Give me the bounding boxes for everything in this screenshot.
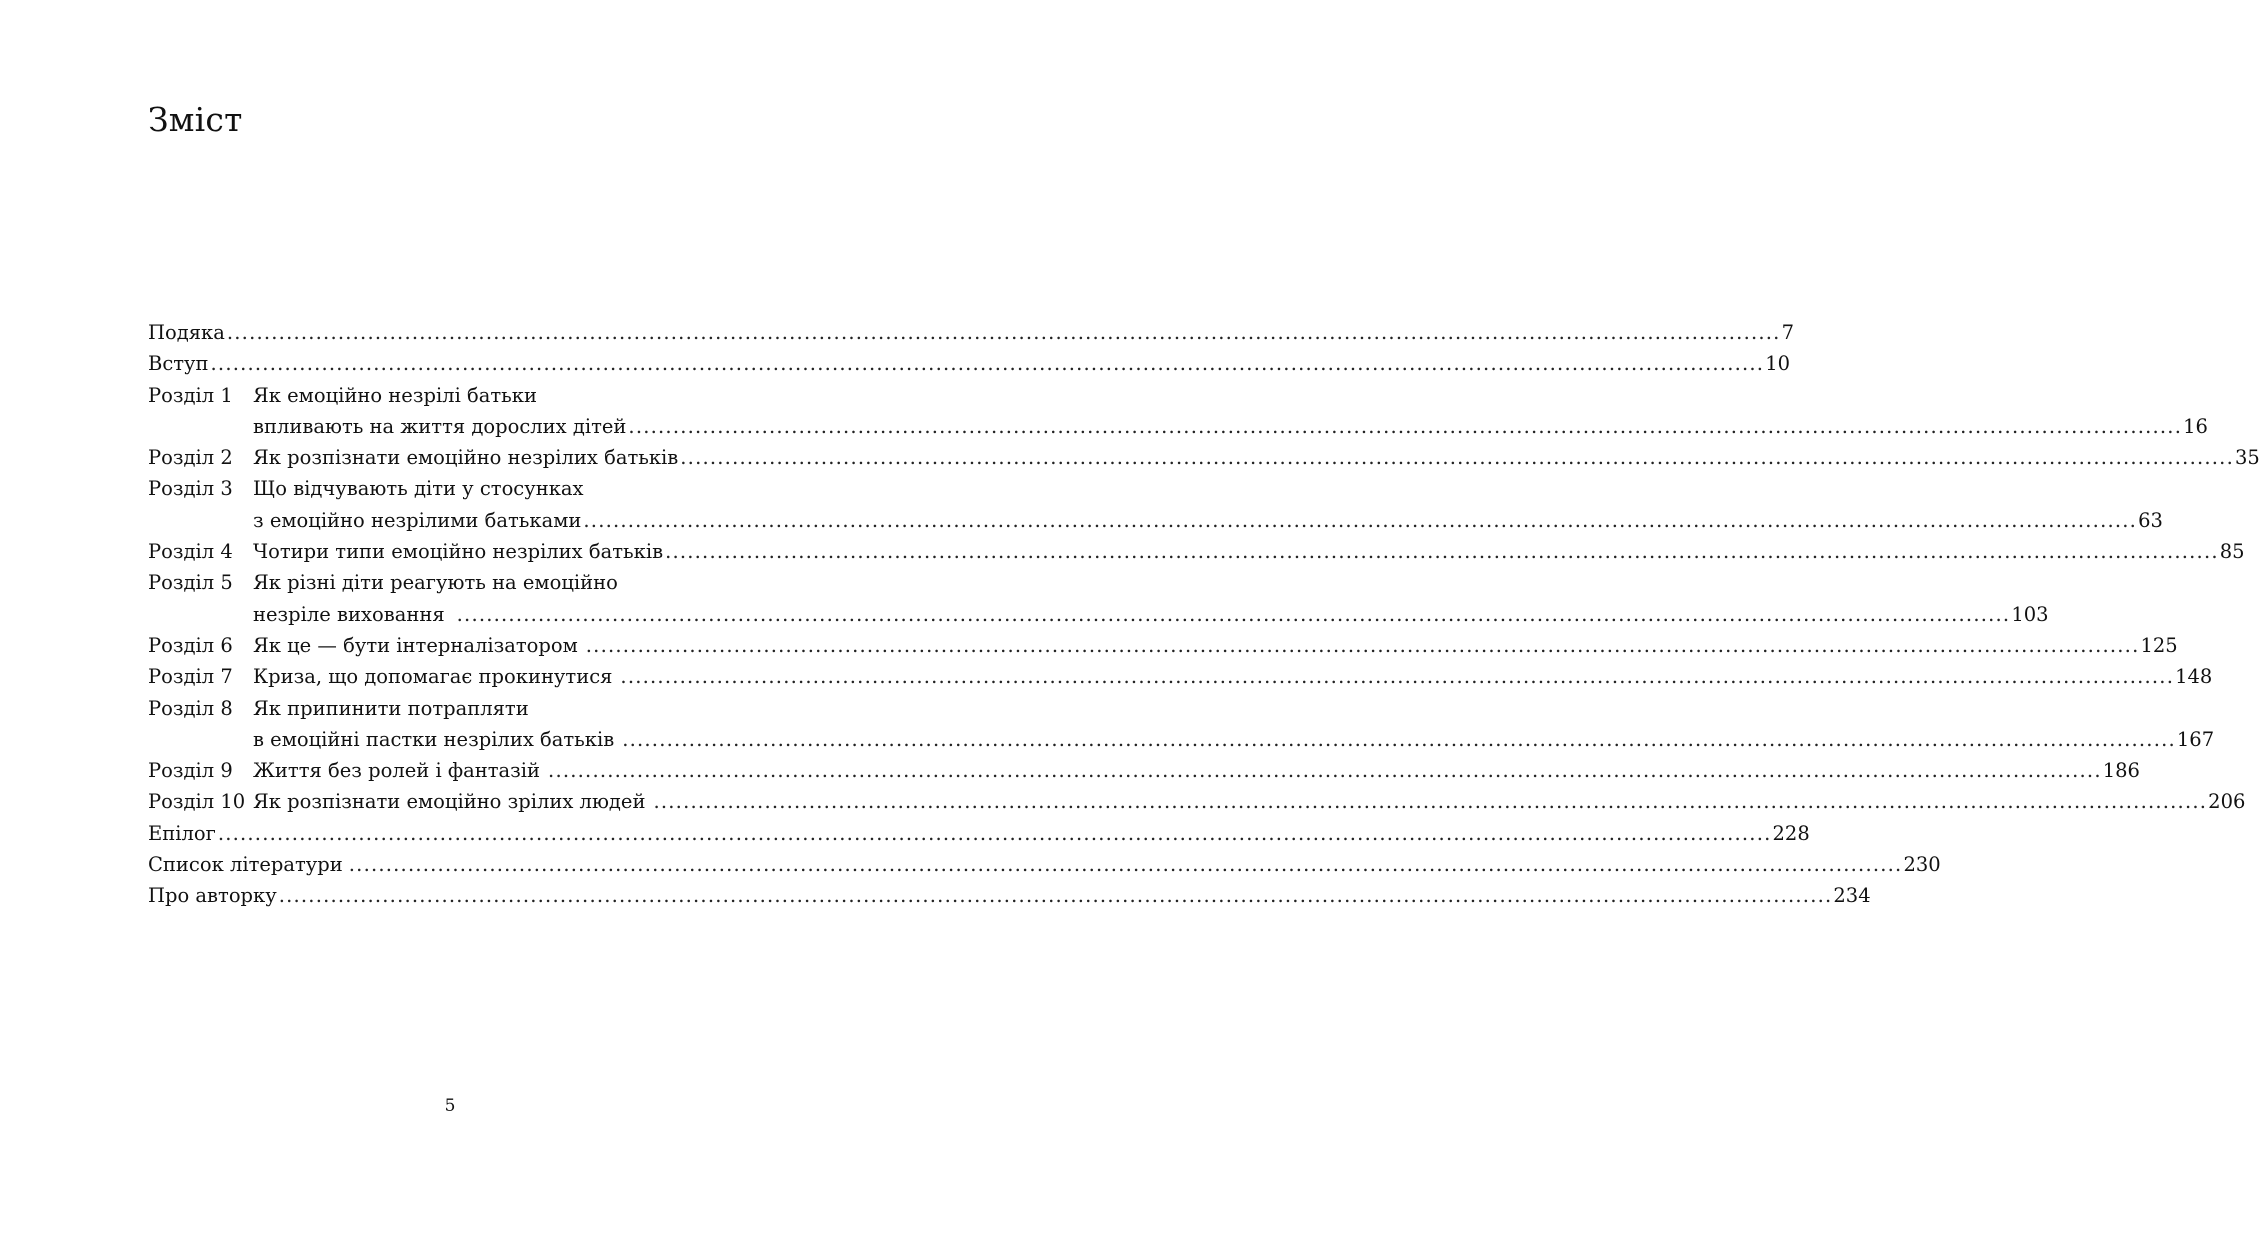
chapter-title-line1: Що відчувають діти у стосунках	[253, 477, 584, 501]
toc-entry-label: Вступ	[148, 352, 209, 376]
dot-leader	[586, 630, 2140, 661]
dot-leader	[583, 505, 2137, 536]
toc-entry-page: 228	[1772, 821, 1810, 845]
chapter-number: Розділ 8	[148, 696, 233, 720]
chapter-title: Як розпізнати емоційно зрілих людей	[253, 790, 646, 814]
chapter-title-line2: з емоційно незрілими батьками	[253, 508, 582, 532]
chapter-title: Криза, що допомагає прокинутися	[253, 665, 613, 689]
toc-entry-chapter-4[interactable]	[148, 536, 2245, 567]
chapter-title-line1: Як припинити потрапляти	[253, 696, 529, 720]
toc-entry-label: Епілог	[148, 821, 216, 845]
chapter-title-line1: Як емоційно незрілі батьки	[253, 383, 537, 407]
toc-entry-page: 16	[2183, 414, 2208, 438]
toc-entry-chapter-6[interactable]	[148, 630, 2178, 661]
chapter-title-line1: Як різні діти реагують на емоційно	[253, 571, 618, 595]
toc-entry-introduction[interactable]	[148, 348, 1791, 379]
dot-leader	[653, 786, 2207, 817]
toc-entry-page: 148	[2175, 665, 2213, 689]
toc-entry-page: 186	[2102, 759, 2140, 783]
dot-leader	[457, 599, 2011, 630]
chapter-number: Розділ 1	[148, 383, 233, 407]
dot-leader	[349, 849, 1903, 880]
dot-leader	[227, 317, 1781, 348]
chapter-number: Розділ 2	[148, 446, 233, 470]
toc-entry-page: 85	[2219, 540, 2245, 564]
dot-leader	[622, 724, 2176, 755]
toc-entry-chapter-5[interactable]	[148, 567, 2049, 630]
toc-entry-chapter-8[interactable]	[148, 693, 2215, 756]
chapter-title: Життя без ролей і фантазій	[253, 759, 541, 783]
dot-leader	[211, 348, 1765, 379]
dot-leader	[548, 755, 2102, 786]
toc-entry-page: 63	[2138, 508, 2163, 532]
toc-entry-page: 234	[1833, 884, 1871, 908]
toc-entry-page: 230	[1903, 853, 1941, 877]
page-title: Зміст	[148, 100, 243, 139]
chapter-number: Розділ 6	[148, 633, 233, 657]
chapter-number: Розділ 4	[148, 540, 233, 564]
chapter-title: Як це — бути інтерналізатором	[253, 633, 578, 657]
dot-leader	[218, 818, 1772, 849]
chapter-number: Розділ 5	[148, 571, 233, 595]
toc-entry-epilogue[interactable]	[148, 818, 1810, 849]
chapter-number: Розділ 3	[148, 477, 233, 501]
toc-entry-page: 206	[2208, 790, 2246, 814]
chapter-number: Розділ 9	[148, 759, 233, 783]
chapter-title-line2: впливають на життя дорослих дітей	[253, 414, 627, 438]
toc-entry-page: 167	[2176, 727, 2215, 751]
toc-entry-label: Подяка	[148, 321, 225, 344]
dot-leader	[628, 411, 2182, 442]
dot-leader	[279, 880, 1833, 911]
dot-leader	[620, 661, 2174, 692]
toc-entry-chapter-2[interactable]	[148, 442, 2260, 473]
toc-entry-chapter-3[interactable]	[148, 473, 2163, 536]
dot-leader	[680, 442, 2234, 473]
dot-leader	[665, 536, 2219, 567]
toc-entry-page: 103	[2011, 602, 2049, 626]
toc-entry-acknowledgements[interactable]	[148, 317, 1794, 348]
toc-entry-chapter-1[interactable]	[148, 380, 2208, 443]
toc-entry-page: 7	[1781, 321, 1794, 344]
chapter-title: Чотири типи емоційно незрілих батьків	[253, 540, 664, 564]
toc-entry-chapter-7[interactable]	[148, 661, 2213, 692]
toc-entry-bibliography[interactable]	[148, 849, 1941, 880]
toc-entry-page: 10	[1765, 352, 1791, 376]
chapter-title: Як розпізнати емоційно незрілих батьків	[253, 446, 679, 470]
toc-entry-about-author[interactable]	[148, 880, 1871, 911]
toc-entry-label: Про авторку	[148, 884, 277, 908]
table-of-contents	[148, 317, 2260, 912]
toc-entry-label: Список літератури	[148, 853, 343, 877]
chapter-title-line2: незріле виховання	[253, 602, 445, 626]
chapter-title-line2: в емоційні пастки незрілих батьків	[253, 727, 615, 751]
chapter-number: Розділ 7	[148, 665, 233, 689]
toc-entry-chapter-9[interactable]	[148, 755, 2140, 786]
toc-entry-chapter-10[interactable]	[148, 786, 2246, 817]
toc-entry-page: 35	[2234, 446, 2260, 470]
page-number: 5	[444, 1096, 456, 1116]
toc-entry-page: 125	[2140, 633, 2178, 657]
chapter-number: Розділ 10	[148, 790, 246, 814]
